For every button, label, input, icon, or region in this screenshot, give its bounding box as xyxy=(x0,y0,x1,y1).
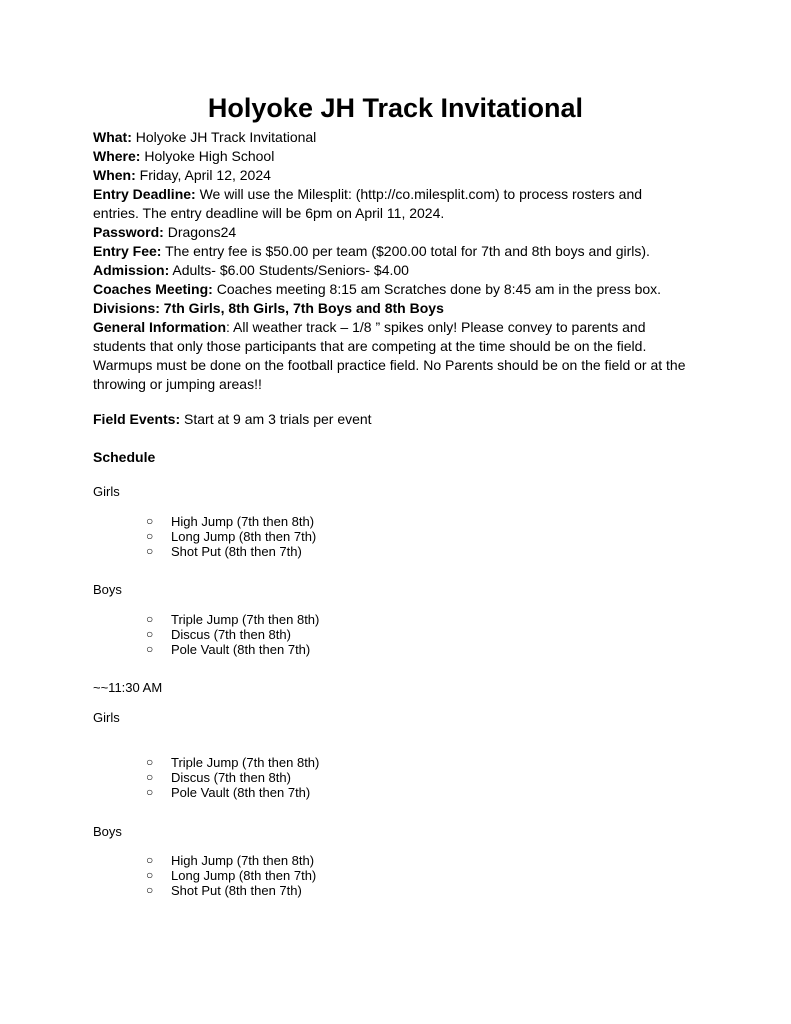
schedule-heading: Schedule xyxy=(93,449,156,465)
general-line-1 xyxy=(93,318,713,337)
list-item: ○ High Jump (7th then 8th) xyxy=(146,514,315,529)
deadline-label: Entry Deadline: xyxy=(93,186,196,202)
list-item: ○ Triple Jump (7th then 8th) xyxy=(146,612,320,627)
coaches-line xyxy=(93,280,713,299)
when-line xyxy=(93,166,713,185)
list-item: ○ Triple Jump (7th then 8th) xyxy=(146,755,320,770)
admission-value: Adults- $6.00 Students/Seniors- $4.00 xyxy=(169,262,409,278)
general-value: : All weather track – 1/8 ” spikes only! Please convey to parents and xyxy=(226,319,646,335)
circle-bullet-icon: ○ xyxy=(146,514,154,528)
circle-bullet-icon: ○ xyxy=(146,529,154,543)
circle-bullet-icon: ○ xyxy=(146,544,154,558)
schedule-list-boys-2 xyxy=(146,853,316,898)
password-line xyxy=(93,223,713,242)
schedule-list-girls-2 xyxy=(146,755,319,800)
what-label: What: xyxy=(93,129,132,145)
circle-bullet-icon: ○ xyxy=(146,755,154,769)
fee-value: The entry fee is $50.00 per team ($200.00 total for 7th and 8th boys and girls). xyxy=(161,243,650,259)
schedule-time-label: ~~11:30 AM xyxy=(93,680,163,695)
field-events-label: Field Events: xyxy=(93,411,181,427)
general-line-2: students that only those participants that are competing at the time should be on the field. xyxy=(93,338,647,354)
when-value: Friday, April 12, 2024 xyxy=(135,167,271,183)
circle-bullet-icon: ○ xyxy=(146,642,154,656)
list-item: ○ Discus (7th then 8th) xyxy=(146,627,291,642)
schedule-girls-label-2: Girls xyxy=(93,710,120,725)
list-item: ○ High Jump (7th then 8th) xyxy=(146,853,315,868)
schedule-list-girls-1 xyxy=(146,514,316,559)
list-item: ○ Shot Put (8th then 7th) xyxy=(146,544,302,559)
schedule-boys-label-2: Boys xyxy=(93,824,122,839)
circle-bullet-icon: ○ xyxy=(146,627,154,641)
circle-bullet-icon: ○ xyxy=(146,770,154,784)
general-line-3: Warmups must be done on the football practice field. No Parents should be on the field or at the xyxy=(93,357,686,373)
admission-label: Admission: xyxy=(93,262,170,278)
coaches-value: Coaches meeting 8:15 am Scratches done by 8:45 am in the press box. xyxy=(212,281,662,297)
when-label: When: xyxy=(93,167,136,183)
deadline-value: We will use the Milesplit: (http://co.milesplit.com) to process rosters and xyxy=(195,186,643,202)
circle-bullet-icon: ○ xyxy=(146,883,154,897)
where-value: Holyoke High School xyxy=(140,148,275,164)
circle-bullet-icon: ○ xyxy=(146,853,154,867)
divisions-line: Divisions: 7th Girls, 8th Girls, 7th Boys and 8th Boys xyxy=(93,300,444,316)
fee-label: Entry Fee: xyxy=(93,243,162,259)
password-value: Dragons24 xyxy=(163,224,237,240)
list-item: ○ Pole Vault (8th then 7th) xyxy=(146,785,311,800)
admission-line xyxy=(93,261,713,280)
general-line-4: throwing or jumping areas!! xyxy=(93,376,262,392)
general-label: General Information xyxy=(93,319,227,335)
circle-bullet-icon: ○ xyxy=(146,785,154,799)
list-item: ○ Long Jump (8th then 7th) xyxy=(146,868,317,883)
deadline-line-2: entries. The entry deadline will be 6pm on April 11, 2024. xyxy=(93,205,445,221)
document-title: Holyoke JH Track Invitational xyxy=(207,93,584,123)
event-info xyxy=(93,128,713,394)
schedule-list-boys-1 xyxy=(146,612,319,657)
where-label: Where: xyxy=(93,148,141,164)
field-events-value: Start at 9 am 3 trials per event xyxy=(180,411,372,427)
deadline-line xyxy=(93,185,713,204)
list-item: ○ Long Jump (8th then 7th) xyxy=(146,529,317,544)
list-item: ○ Shot Put (8th then 7th) xyxy=(146,883,302,898)
field-events-line xyxy=(93,410,372,429)
what-value: Holyoke JH Track Invitational xyxy=(131,129,317,145)
password-label: Password: xyxy=(93,224,164,240)
what-line xyxy=(93,128,713,147)
list-item: ○ Pole Vault (8th then 7th) xyxy=(146,642,311,657)
schedule-girls-label-1: Girls xyxy=(93,484,120,499)
circle-bullet-icon: ○ xyxy=(146,612,154,626)
coaches-label: Coaches Meeting: xyxy=(93,281,213,297)
schedule-boys-label-1: Boys xyxy=(93,582,122,597)
where-line xyxy=(93,147,713,166)
fee-line xyxy=(93,242,713,261)
circle-bullet-icon: ○ xyxy=(146,868,154,882)
list-item: ○ Discus (7th then 8th) xyxy=(146,770,291,785)
